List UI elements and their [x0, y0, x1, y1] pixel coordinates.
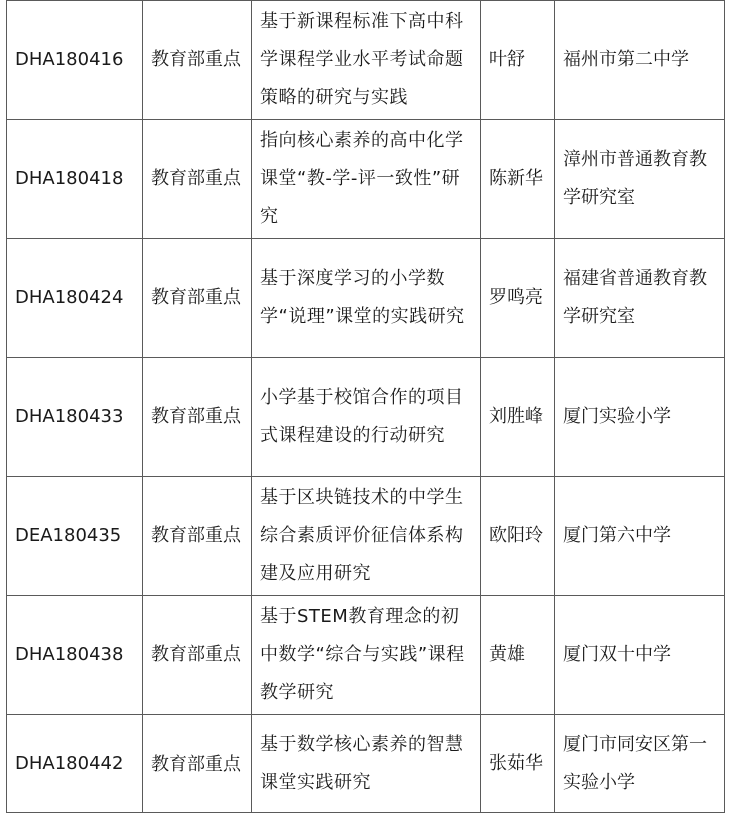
project-code: DHA180416 — [7, 1, 143, 120]
project-leader: 黄雄 — [481, 596, 555, 715]
project-unit: 厦门实验小学 — [555, 358, 725, 477]
project-leader: 罗鸣亮 — [481, 239, 555, 358]
project-title: 基于STEM教育理念的初中数学“综合与实践”课程教学研究 — [252, 596, 481, 715]
project-level: 教育部重点 — [143, 596, 252, 715]
project-unit: 厦门双十中学 — [555, 596, 725, 715]
table-row — [7, 715, 725, 813]
project-level: 教育部重点 — [143, 1, 252, 120]
project-code: DHA180442 — [7, 715, 143, 813]
project-unit: 漳州市普通教育教学研究室 — [555, 120, 725, 239]
project-leader: 叶舒 — [481, 1, 555, 120]
project-leader: 陈新华 — [481, 120, 555, 239]
project-level: 教育部重点 — [143, 358, 252, 477]
project-title: 基于新课程标准下高中科学课程学业水平考试命题策略的研究与实践 — [252, 1, 481, 120]
project-title: 基于数学核心素养的智慧课堂实践研究 — [252, 715, 481, 813]
project-unit: 福州市第二中学 — [555, 1, 725, 120]
project-title: 基于深度学习的小学数学“说理”课堂的实践研究 — [252, 239, 481, 358]
table-row — [7, 477, 725, 596]
project-title: 指向核心素养的高中化学课堂“教-学-评一致性”研究 — [252, 120, 481, 239]
project-code: DEA180435 — [7, 477, 143, 596]
project-title: 小学基于校馆合作的项目式课程建设的行动研究 — [252, 358, 481, 477]
project-unit: 厦门第六中学 — [555, 477, 725, 596]
table-row — [7, 1, 725, 120]
project-leader: 张茹华 — [481, 715, 555, 813]
table-row — [7, 120, 725, 239]
project-table — [6, 0, 725, 813]
project-leader: 欧阳玲 — [481, 477, 555, 596]
project-code: DHA180424 — [7, 239, 143, 358]
project-level: 教育部重点 — [143, 239, 252, 358]
project-unit: 福建省普通教育教学研究室 — [555, 239, 725, 358]
project-unit: 厦门市同安区第一实验小学 — [555, 715, 725, 813]
table-row — [7, 596, 725, 715]
table-row — [7, 358, 725, 477]
project-level: 教育部重点 — [143, 477, 252, 596]
project-level: 教育部重点 — [143, 715, 252, 813]
project-leader: 刘胜峰 — [481, 358, 555, 477]
project-level: 教育部重点 — [143, 120, 252, 239]
project-code: DHA180438 — [7, 596, 143, 715]
project-code: DHA180433 — [7, 358, 143, 477]
table-row — [7, 239, 725, 358]
project-code: DHA180418 — [7, 120, 143, 239]
project-title: 基于区块链技术的中学生综合素质评价征信体系构建及应用研究 — [252, 477, 481, 596]
